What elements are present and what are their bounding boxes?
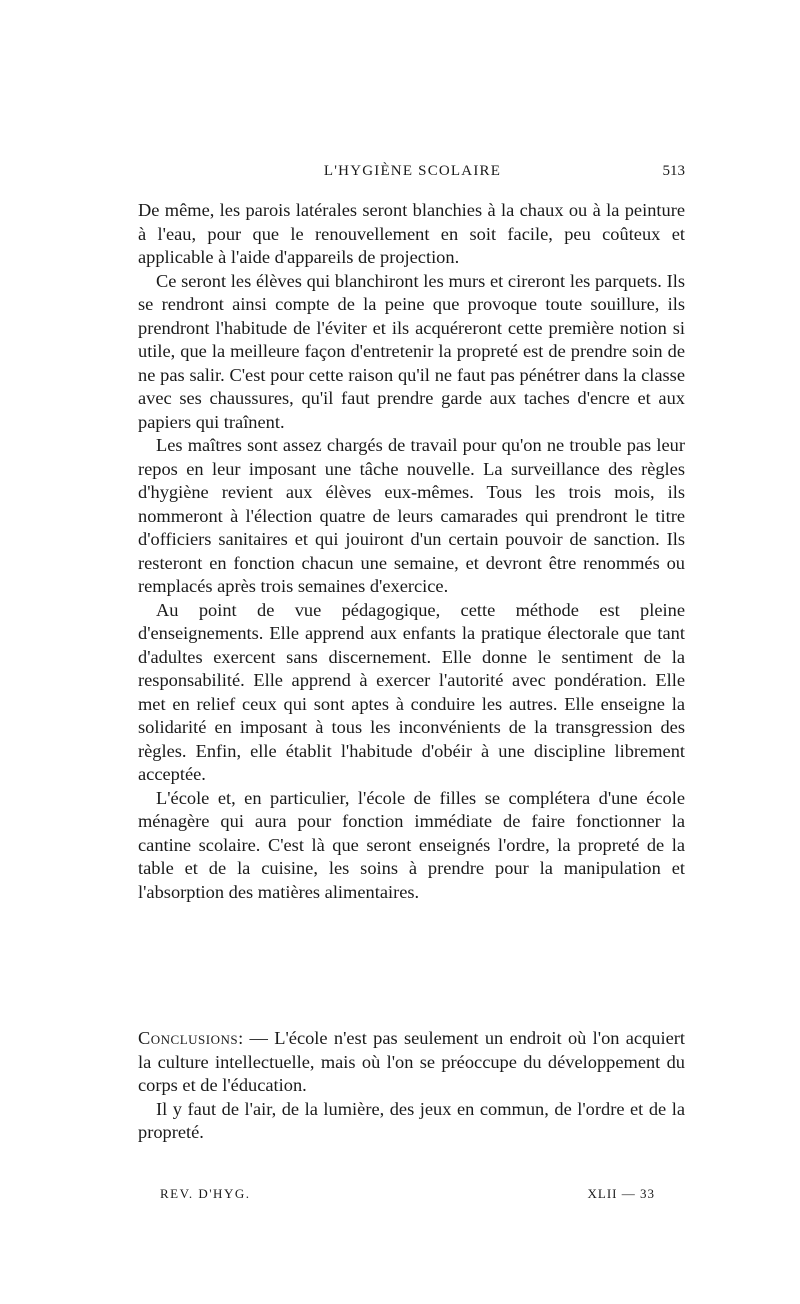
conclusion-text: : — L'école n'est pas seulement un endroit où l'on acquiert la culture intellectuelle, mais où l'on se préoccupe du développement du corps et de l'éducation. bbox=[138, 1028, 685, 1095]
paragraph-walls: De même, les parois latérales seront blanchies à la chaux ou à la peinture à l'eau, pour que le renouvellement en soit facile, peu coûteux et applicable à l'aide d'appareils de projection. bbox=[138, 200, 685, 267]
paragraph-masters: Les maîtres sont assez chargés de travail pour qu'on ne trouble pas leur repos en leur imposant une tâche nouvelle. La surveillance des règles d'hygiène revient aux élèves eux-mêmes. Tous les trois mois, ils nommeront à l'élection quatre de leurs camarades qui prendront le titre d'officiers sanitaires et qui jouiront d'un certain pouvoir de sanction. Ils resteront en fonction chacun une semaine, et devront être renommés ou remplacés après trois semaines d'exercice. bbox=[138, 435, 685, 596]
sheet-mark: XLII — 33 bbox=[587, 1186, 655, 1201]
page-number: 513 bbox=[662, 163, 685, 179]
page-footer bbox=[160, 1186, 660, 1206]
conclusion-paragraph bbox=[138, 1027, 685, 1098]
running-title: L'HYGIÈNE SCOLAIRE bbox=[323, 163, 502, 179]
conclusion-second-paragraph: Il y faut de l'air, de la lumière, des jeux en commun, de l'ordre et de la propreté. bbox=[138, 1098, 685, 1142]
paragraph-girls-school: L'école et, en particulier, l'école de filles se complétera d'une école ménagère qui aura pour fonction immédiate de faire fonctionner la cantine scolaire. C'est là que seront enseignés l'ordre, la propreté de la table et de la cuisine, les soins à prendre pour la manipulation et l'absorption des matières alimentaires. bbox=[138, 787, 685, 902]
running-head bbox=[140, 163, 685, 185]
conclusion-section bbox=[138, 1027, 685, 1145]
paragraph-pedagogy: Au point de vue pédagogique, cette méthode est pleine d'enseignements. Elle apprend aux enfants la pratique électorale que tant d'adultes exercent sans discernement. Elle donne le sentiment de la responsabilité. Elle apprend à exercer l'autorité avec pondération. Elle met en relief ceux qui sont aptes à conduire les autres. Elle enseigne la solidarité en imposant à tous les inconvénients de la transgression des règles. Enfin, elle établit l'habitude d'obéir à une discipline librement acceptée. bbox=[138, 599, 685, 784]
journal-signature: REV. D'HYG. bbox=[160, 1186, 251, 1201]
body-text bbox=[138, 199, 685, 904]
conclusion-label: Conclusions bbox=[138, 1028, 239, 1048]
paragraph-pupils-whitewash: Ce seront les élèves qui blanchiront les murs et cireront les parquets. Ils se rendront ainsi compte de la peine que provoque toute souillure, ils prendront l'habitude de l'éviter et ils acquéreront cette première notion si utile, que la meilleure façon d'entretenir la propreté est de prendre soin de ne pas salir. C'est pour cette raison qu'il ne faut pas pénétrer dans la classe avec ses chaussures, qu'il faut prendre garde aux taches d'encre et aux papiers qui traînent. bbox=[138, 270, 685, 432]
